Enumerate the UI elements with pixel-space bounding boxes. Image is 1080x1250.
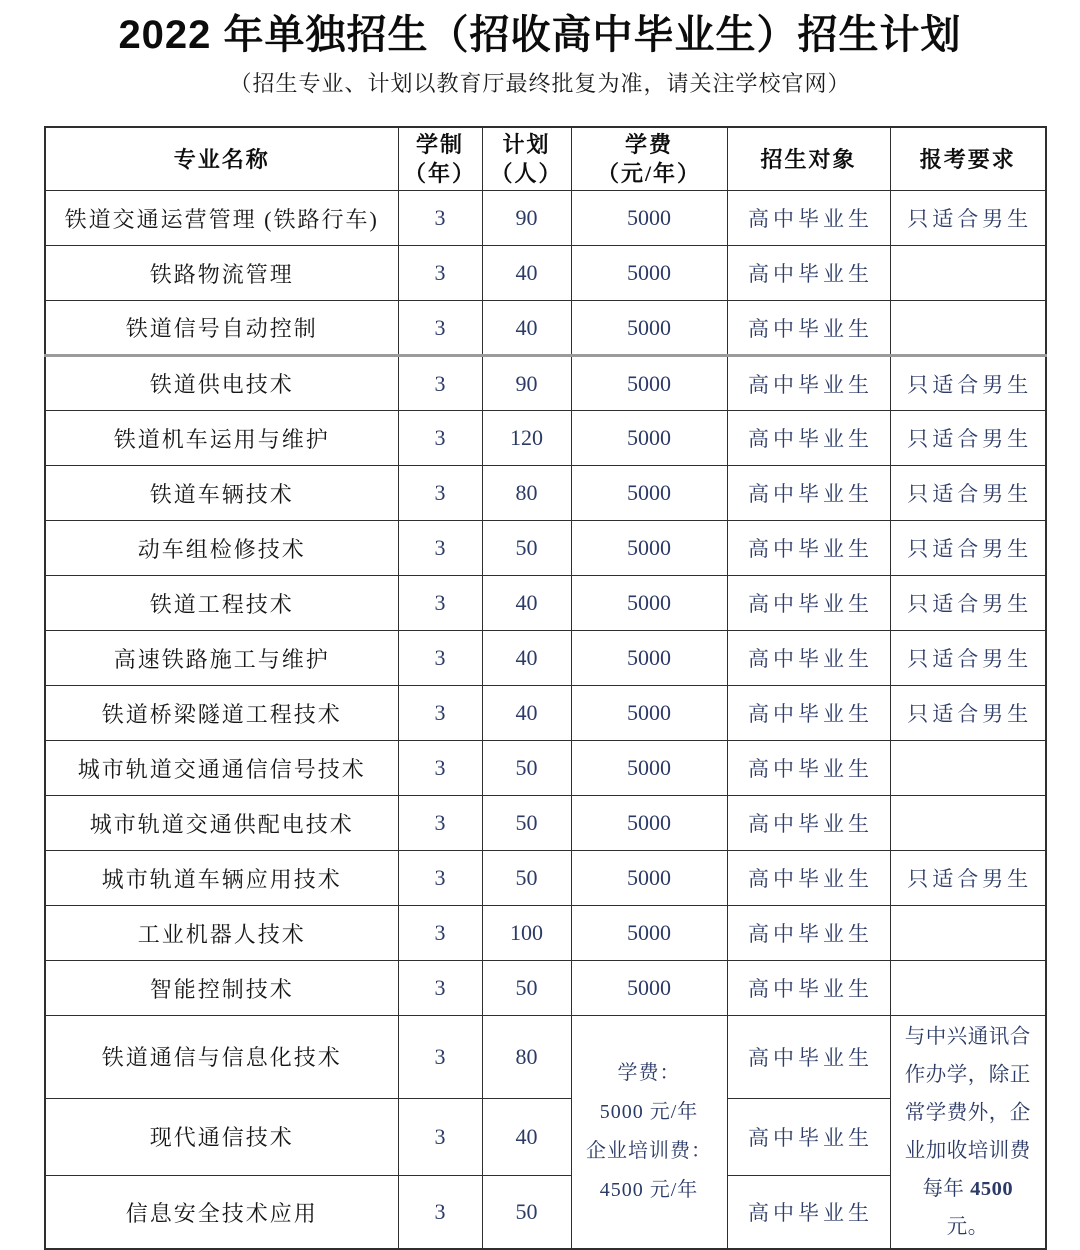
table-row [45,576,1046,631]
table-row [45,521,1046,576]
cell-years: 3 [398,851,482,906]
document-page [0,12,1080,1237]
cell-major-name: 动车组检修技术 [45,521,398,576]
cell-target: 高中毕业生 [727,191,890,246]
cell-years: 3 [398,191,482,246]
cell-major-name: 信息安全技术应用 [45,1176,398,1250]
cell-tuition: 5000 [571,191,727,246]
cell-target: 高中毕业生 [727,356,890,411]
cell-plan: 50 [482,521,571,576]
table-row [45,411,1046,466]
cell-tuition: 5000 [571,576,727,631]
table-row [45,631,1046,686]
cell-target: 高中毕业生 [727,411,890,466]
cell-years: 3 [398,411,482,466]
cell-plan: 40 [482,686,571,741]
cell-requirement [890,906,1046,961]
table-row [45,796,1046,851]
cell-target: 高中毕业生 [727,906,890,961]
column-header-tuition: 学费 （元/年） [571,127,727,191]
cell-years: 3 [398,1176,482,1250]
cell-plan: 80 [482,466,571,521]
cell-plan: 50 [482,1176,571,1250]
column-header-requirement: 报考要求 [890,127,1046,191]
cell-tuition: 5000 [571,301,727,356]
cell-tuition-merged: 学费： 5000 元/年 企业培训费： 4500 元/年 [571,1016,727,1250]
cell-major-name: 城市轨道交通供配电技术 [45,796,398,851]
enrollment-plan-table [44,126,1047,1250]
cell-plan: 50 [482,741,571,796]
cell-target: 高中毕业生 [727,466,890,521]
cell-major-name: 铁道桥梁隧道工程技术 [45,686,398,741]
cell-requirement: 只适合男生 [890,631,1046,686]
cell-plan: 50 [482,851,571,906]
table-row [45,301,1046,356]
cell-requirement [890,741,1046,796]
cell-requirement: 只适合男生 [890,466,1046,521]
table-row [45,741,1046,796]
cell-plan: 40 [482,246,571,301]
cell-target: 高中毕业生 [727,521,890,576]
cell-plan: 40 [482,631,571,686]
cell-major-name: 高速铁路施工与维护 [45,631,398,686]
cell-plan: 90 [482,191,571,246]
cell-requirement [890,301,1046,356]
page-title: 2022 年单独招生（招收高中毕业生）招生计划 [118,13,962,57]
table-row [45,466,1046,521]
cell-target: 高中毕业生 [727,961,890,1016]
table-row [45,191,1046,246]
cell-plan: 80 [482,1016,571,1099]
cell-major-name: 城市轨道交通通信信号技术 [45,741,398,796]
cell-target: 高中毕业生 [727,301,890,356]
cell-target: 高中毕业生 [727,741,890,796]
table-header-row [45,127,1046,191]
cell-years: 3 [398,356,482,411]
cell-major-name: 智能控制技术 [45,961,398,1016]
cell-years: 3 [398,796,482,851]
cell-years: 3 [398,246,482,301]
column-header-plan: 计划 （人） [482,127,571,191]
cell-major-name: 工业机器人技术 [45,906,398,961]
cell-plan: 100 [482,906,571,961]
cell-major-name: 铁路物流管理 [45,246,398,301]
cell-tuition: 5000 [571,411,727,466]
cell-requirement: 只适合男生 [890,411,1046,466]
cell-years: 3 [398,741,482,796]
table-body [45,191,1046,1250]
cell-tuition: 5000 [571,631,727,686]
cell-plan: 40 [482,576,571,631]
cell-target: 高中毕业生 [727,1098,890,1175]
cell-tuition: 5000 [571,741,727,796]
cell-major-name: 铁道机车运用与维护 [45,411,398,466]
table-row [45,356,1046,411]
cell-requirement [890,246,1046,301]
table-row [45,1016,1046,1099]
cell-tuition: 5000 [571,796,727,851]
cell-plan: 50 [482,961,571,1016]
cell-major-name: 铁道工程技术 [45,576,398,631]
cell-years: 3 [398,576,482,631]
cell-target: 高中毕业生 [727,1176,890,1250]
cell-tuition: 5000 [571,906,727,961]
table-row [45,246,1046,301]
table-row [45,961,1046,1016]
cell-requirement-merged: 与中兴通讯合 作办学，除正 常学费外，企 业加收培训费 每年 4500 元。 [890,1016,1046,1250]
cell-major-name: 现代通信技术 [45,1098,398,1175]
cell-requirement: 只适合男生 [890,851,1046,906]
cell-plan: 40 [482,301,571,356]
cell-years: 3 [398,906,482,961]
cell-years: 3 [398,466,482,521]
cell-target: 高中毕业生 [727,686,890,741]
cell-years: 3 [398,686,482,741]
cell-major-name: 铁道车辆技术 [45,466,398,521]
cell-requirement [890,961,1046,1016]
table-row [45,851,1046,906]
cell-years: 3 [398,521,482,576]
cell-plan: 40 [482,1098,571,1175]
cell-plan: 90 [482,356,571,411]
cell-target: 高中毕业生 [727,576,890,631]
cell-target: 高中毕业生 [727,246,890,301]
cell-major-name: 城市轨道车辆应用技术 [45,851,398,906]
cell-target: 高中毕业生 [727,796,890,851]
column-header-major: 专业名称 [45,127,398,191]
cell-tuition: 5000 [571,961,727,1016]
cell-years: 3 [398,631,482,686]
cell-requirement: 只适合男生 [890,191,1046,246]
cell-tuition: 5000 [571,246,727,301]
cell-major-name: 铁道供电技术 [45,356,398,411]
cell-requirement [890,796,1046,851]
table-row [45,686,1046,741]
cell-tuition: 5000 [571,466,727,521]
cell-major-name: 铁道信号自动控制 [45,301,398,356]
cell-requirement: 只适合男生 [890,521,1046,576]
cell-target: 高中毕业生 [727,1016,890,1099]
cell-target: 高中毕业生 [727,631,890,686]
cell-years: 3 [398,1098,482,1175]
cell-tuition: 5000 [571,686,727,741]
cell-years: 3 [398,961,482,1016]
cell-major-name: 铁道交通运营管理 (铁路行车) [45,191,398,246]
column-header-years: 学制 （年） [398,127,482,191]
cell-plan: 120 [482,411,571,466]
page-subtitle: （招生专业、计划以教育厅最终批复为准，请关注学校官网） [229,71,851,96]
cell-tuition: 5000 [571,851,727,906]
column-header-target: 招生对象 [727,127,890,191]
cell-requirement: 只适合男生 [890,686,1046,741]
table-row [45,906,1046,961]
cell-plan: 50 [482,796,571,851]
cell-tuition: 5000 [571,521,727,576]
cell-requirement: 只适合男生 [890,576,1046,631]
cell-target: 高中毕业生 [727,851,890,906]
cell-major-name: 铁道通信与信息化技术 [45,1016,398,1099]
cell-tuition: 5000 [571,356,727,411]
cell-years: 3 [398,1016,482,1099]
cell-requirement: 只适合男生 [890,356,1046,411]
cell-years: 3 [398,301,482,356]
